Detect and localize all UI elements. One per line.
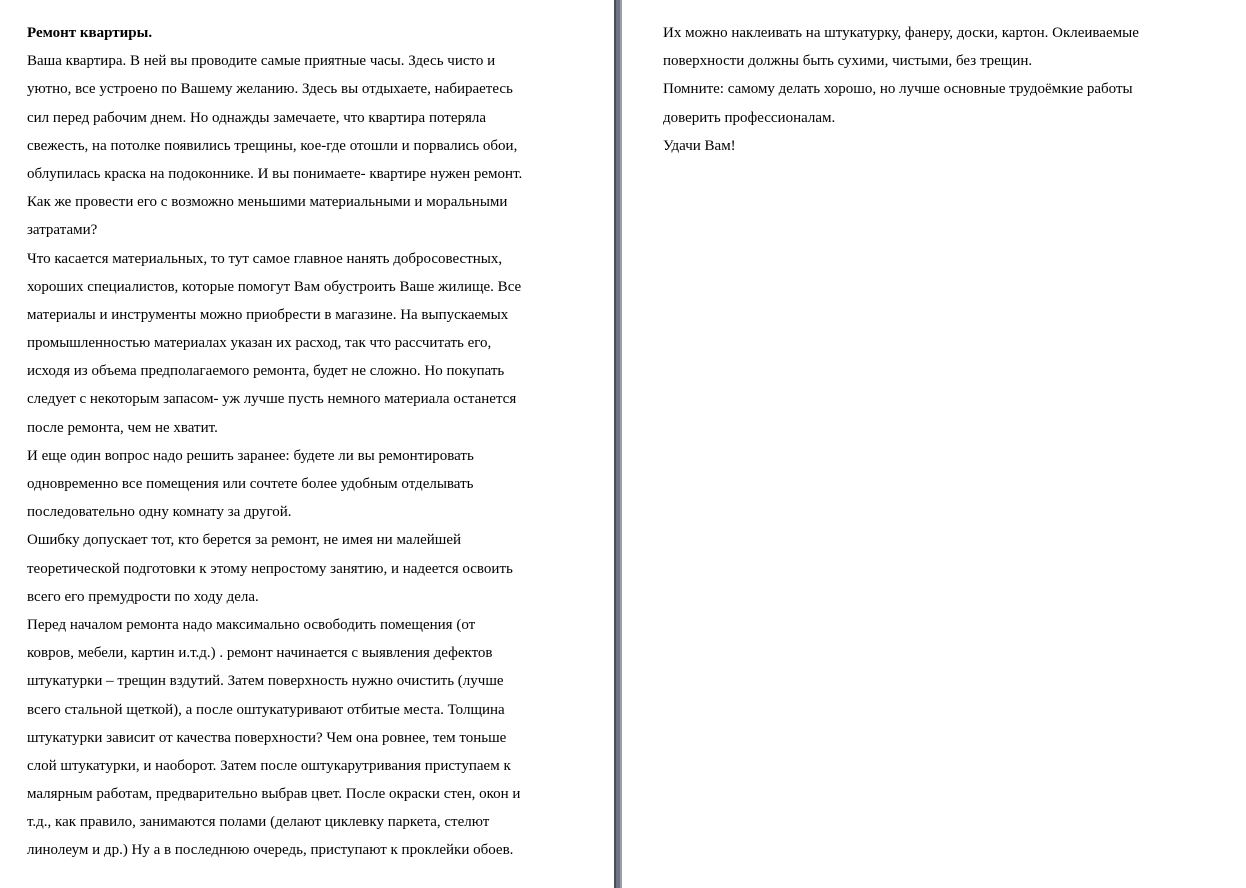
text-line: И еще один вопрос надо решить заранее: будете ли вы ремонтировать xyxy=(27,447,474,464)
text-line: доверить профессионалам. xyxy=(663,109,836,126)
text-line: Ваша квартира. В ней вы проводите самые приятные часы. Здесь чисто и xyxy=(27,53,496,70)
text-line: поверхности должны быть сухими, чистыми, без трещин. xyxy=(663,53,1033,70)
text-line: малярным работам, предварительно выбрав цвет. После окраски стен, окон и xyxy=(27,786,521,803)
text-line: Удачи Вам! xyxy=(663,137,736,154)
text-line: всего его премудрости по ходу дела. xyxy=(27,588,259,605)
text-line: последовательно одну комнату за другой. xyxy=(27,504,292,521)
text-line: промышленностью материалах указан их расход, так что рассчитать его, xyxy=(27,335,492,352)
text-line: одновременно все помещения или сочтете более удобным отделывать xyxy=(27,476,474,492)
text-line: хороших специалистов, которые помогут Вам обустроить Ваше жилище. Все xyxy=(27,278,522,295)
text-line: следует с некоторым запасом- уж лучше пусть немного материала останется xyxy=(27,391,517,408)
text-line: штукатурки – трещин вздутий. Затем поверхность нужно очистить (лучше xyxy=(27,673,504,690)
text-line: после ремонта, чем не хватит. xyxy=(27,419,218,436)
text-line: исходя из объема предполагаемого ремонта, будет не сложно. Но покупать xyxy=(27,363,505,380)
left-page-text xyxy=(27,19,522,865)
text-line: облупилась краска на подоконнике. И вы понимаете- квартире нужен ремонт. xyxy=(27,165,523,182)
text-line: Ошибку допускает тот, кто берется за ремонт, не имея ни малейшей xyxy=(27,532,462,549)
text-line: ковров, мебели, картин и.т.д.) . ремонт начинается с выявления дефектов xyxy=(27,645,493,662)
text-line: Как же провести его с возможно меньшими материальными и моральными xyxy=(27,194,508,211)
page-divider xyxy=(614,0,622,888)
text-line: Что касается материальных, то тут самое главное нанять добросовестных, xyxy=(27,250,503,267)
text-line: сил перед рабочим днем. Но однажды замечаете, что квартира потеряла xyxy=(27,109,487,126)
text-line: Их можно наклеивать на штукатурку, фанеру, доски, картон. Оклеиваемые xyxy=(663,25,1139,41)
text-line: всего стальной щеткой), а после оштукатуривают отбитые места. Толщина xyxy=(27,701,505,718)
text-line: слой штукатурки, и наоборот. Затем после оштукарутривания приступаем к xyxy=(27,757,511,774)
document-page-right xyxy=(622,0,1246,888)
text-line: свежесть, на потолке появились трещины, кое-где отошли и порвались обои, xyxy=(27,137,518,154)
document-title: Ремонт квартиры. xyxy=(27,25,153,41)
text-line: Помните: самому делать хорошо, но лучше основные трудоёмкие работы xyxy=(663,81,1133,98)
text-line: Перед началом ремонта надо максимально освободить помещения (от xyxy=(27,616,476,633)
text-line: т.д., как правило, занимаются полами (делают циклевку паркета, стелют xyxy=(27,814,490,831)
text-line: уютно, все устроено по Вашему желанию. Здесь вы отдыхаете, набираетесь xyxy=(27,81,513,98)
text-line: затратами? xyxy=(27,222,98,239)
text-line: теоретической подготовки к этому непростому занятию, и надеется освоить xyxy=(27,560,513,577)
text-line: материалы и инструменты можно приобрести в магазине. На выпускаемых xyxy=(27,306,509,323)
text-line: линолеум и др.) Ну а в последнюю очередь, приступают к проклейки обоев. xyxy=(27,842,514,859)
text-line: штукатурки зависит от качества поверхности? Чем она ровнее, тем тоньше xyxy=(27,729,507,746)
right-page-text xyxy=(663,19,1139,160)
document-page-left xyxy=(0,0,614,888)
